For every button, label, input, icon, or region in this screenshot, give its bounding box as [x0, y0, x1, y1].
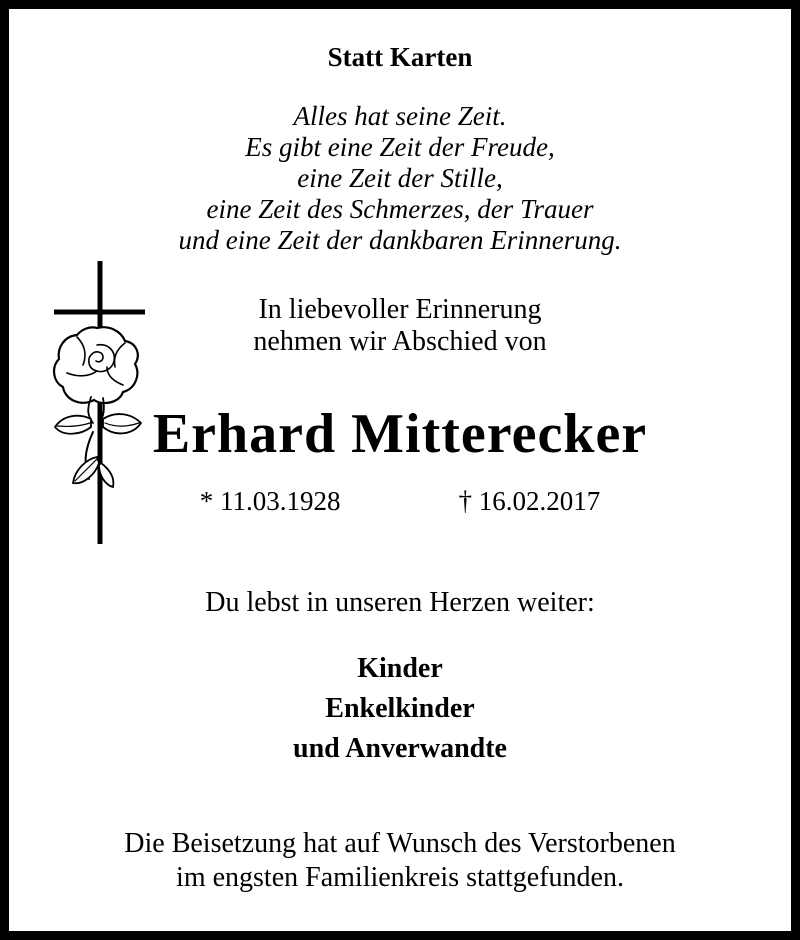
burial-note [9, 827, 791, 895]
death-date: † 16.02.2017 [458, 486, 601, 516]
birth-date: * 11.03.1928 [199, 486, 341, 516]
poem [9, 101, 791, 256]
header-statt-karten: Statt Karten [327, 42, 473, 72]
poem-line: Es gibt eine Zeit der Freude, [245, 132, 555, 162]
burial-note-line-1: Die Beisetzung hat auf Wunsch des Verstorbenen [124, 828, 676, 859]
remembrance-line: Du lebst in unseren Herzen weiter: [205, 587, 595, 618]
mourner-line: Kinder [357, 653, 443, 684]
burial-note-line-2: im engsten Familienkreis stattgefunden. [176, 862, 624, 893]
intro [9, 294, 791, 358]
mourners-list [9, 649, 791, 769]
mourner-line: Enkelkinder [325, 693, 475, 724]
mourner-line: und Anverwandte [293, 733, 507, 764]
deceased-name: Erhard Mitterecker [152, 403, 648, 465]
poem-line: und eine Zeit der dankbaren Erinnerung. [178, 225, 622, 255]
poem-line: Alles hat seine Zeit. [293, 101, 507, 131]
poem-line: eine Zeit des Schmerzes, der Trauer [206, 194, 594, 224]
intro-line-2: nehmen wir Abschied von [253, 326, 547, 357]
life-dates [9, 486, 791, 516]
intro-line-1: In liebevoller Erinnerung [258, 294, 542, 325]
poem-line: eine Zeit der Stille, [297, 163, 503, 193]
